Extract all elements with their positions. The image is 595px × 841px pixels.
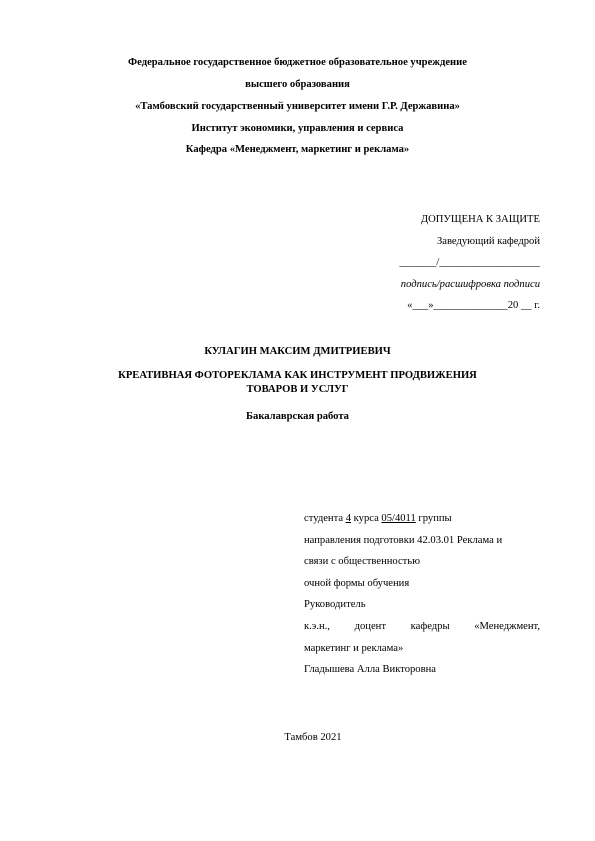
supervisor-department-word: кафедры [410,620,450,632]
supervisor-department-name: «Менеджмент, [474,620,540,632]
supervisor-degree: к.э.н., [304,620,330,632]
approval-signature-line: _______/___________________ [399,257,540,268]
university-name: «Тамбовский государственный университет имени Г.Р. Державина» [135,101,460,112]
student-info [304,508,540,681]
group-label: группы [415,513,452,524]
direction-line1: направления подготовки 42.03.01 Реклама и [304,534,503,546]
work-title-line2: ТОВАРОВ И УСЛУГ [246,384,349,395]
course-label: курса [351,513,382,524]
supervisor-title-line2: маркетинг и реклама» [304,642,404,654]
department-name: Кафедра «Менеджмент, маркетинг и реклама» [185,144,410,155]
supervisor-position: доцент [354,620,386,632]
study-form: очной формы обучения [304,577,410,589]
direction-line2: связи с общественностью [304,556,421,568]
supervisor-name: Гладышева Алла Викторовна [304,664,436,676]
education-level-line: высшего образования [245,79,350,90]
city-year: Тамбов 2021 [284,732,342,743]
approval-title: ДОПУЩЕНА К ЗАЩИТЕ [420,214,540,225]
supervisor-title-line1 [304,616,540,638]
student-prefix: студента [304,513,346,524]
institution-line: Федеральное государственное бюджетное образовательное учреждение [128,57,467,68]
course-number: 4 [345,513,351,524]
student-course-group [304,508,540,530]
approval-head: Заведующий кафедрой [436,236,540,247]
institute-name: Институт экономики, управления и сервиса [191,123,404,134]
author-name: КУЛАГИН МАКСИМ ДМИТРИЕВИЧ [204,346,391,357]
approval-date-line: «___»______________20 __ г. [407,300,540,311]
supervisor-label: Руководитель [304,599,366,611]
work-type: Бакалаврская работа [246,411,349,422]
group-number: 05/4011 [381,513,416,524]
approval-signature-caption: подпись/расшифровка подписи [400,279,540,290]
work-title-line1: КРЕАТИВНАЯ ФОТОРЕКЛАМА КАК ИНСТРУМЕНТ ПРОДВИЖЕНИЯ [118,370,477,381]
